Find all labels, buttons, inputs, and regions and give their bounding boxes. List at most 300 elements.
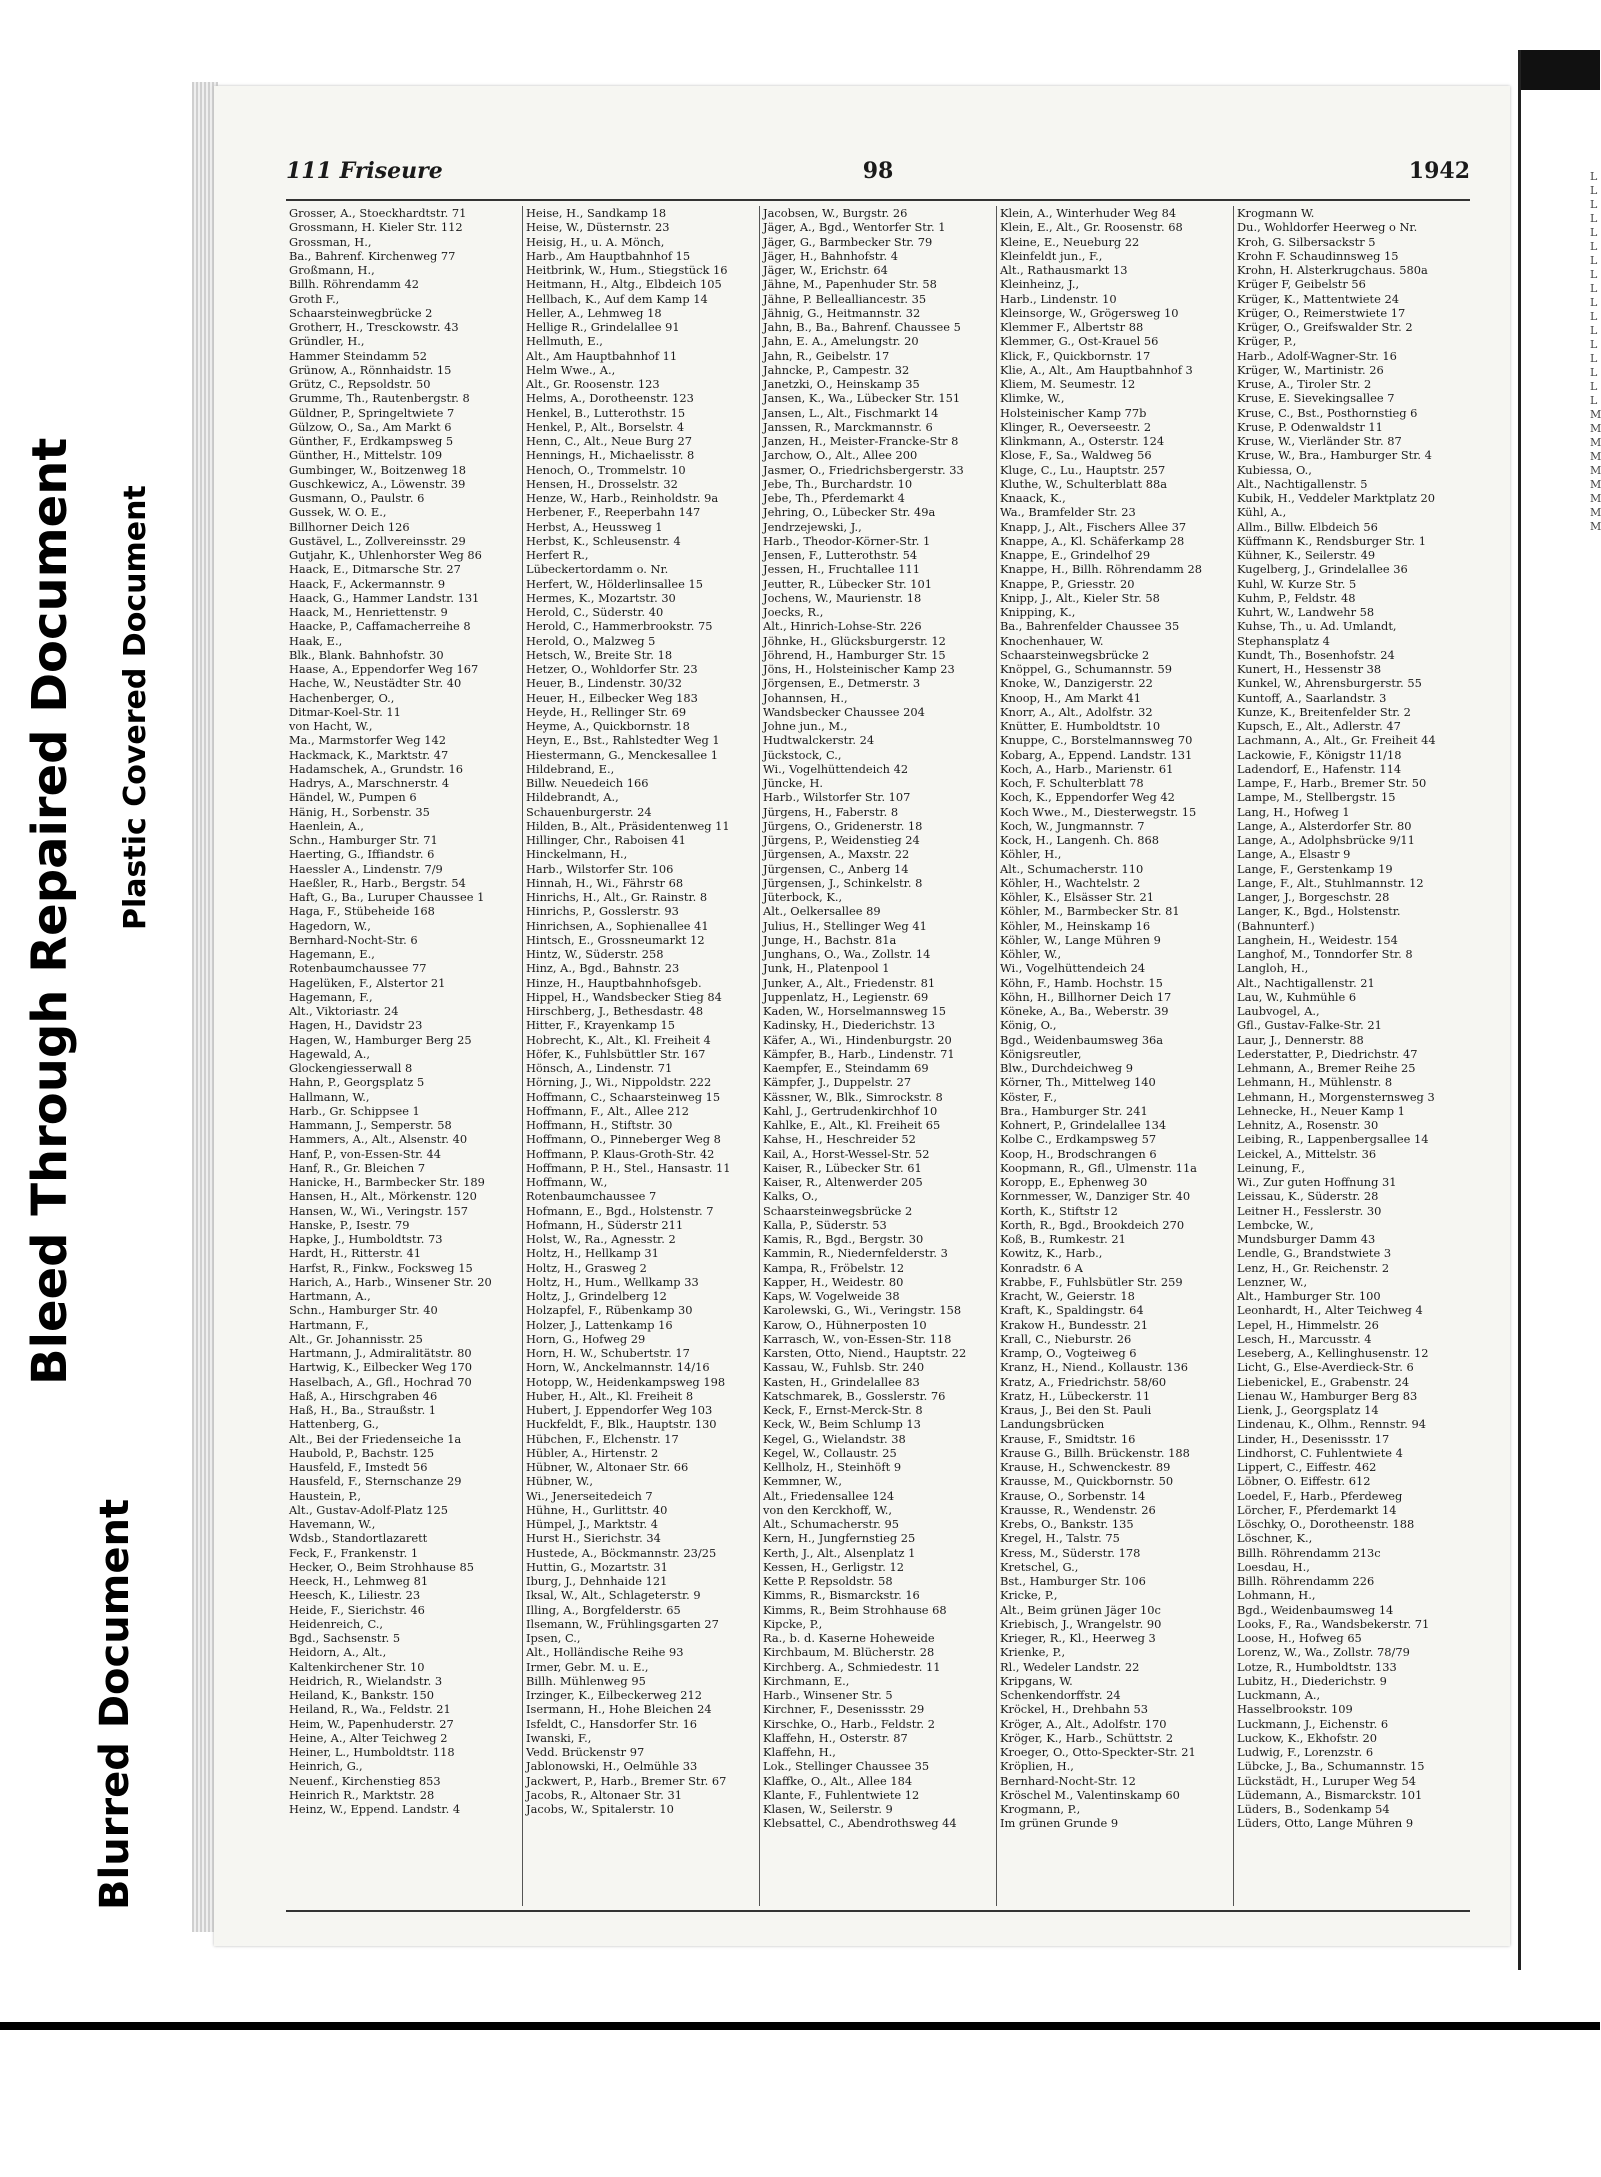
directory-entry: Hilden, B., Alt., Präsidentenweg 11 (526, 818, 730, 833)
adjacent-letter: L (1590, 170, 1598, 183)
directory-entry: Hofmann, H., Süderstr 211 (526, 1217, 684, 1232)
directory-entry: Ipsen, C., (526, 1631, 581, 1645)
directory-entry: Johannsen, H., (763, 690, 848, 705)
footer-rule (286, 1910, 1470, 1912)
directory-entry: Jeutter, R., Lübecker Str. 101 (763, 576, 932, 591)
directory-entry: Jablonowski, H., Oelmühle 33 (526, 1759, 698, 1774)
directory-entry: Alt., Oelkersallee 89 (763, 904, 881, 919)
directory-entry: Hensen, H., Drosselstr. 32 (526, 476, 678, 491)
directory-entry: Kretschel, G., (1000, 1559, 1079, 1574)
directory-entry: Hübchen, F., Elchenstr. 17 (526, 1431, 679, 1446)
directory-entry: Lehmann, A., Bremer Reihe 25 (1237, 1061, 1416, 1075)
directory-entry: Hitter, F., Krayenkamp 15 (526, 1018, 676, 1033)
directory-entry: Hadrys, A., Marschnerstr. 4 (289, 776, 450, 790)
directory-entry: Blk., Blank. Bahnhofstr. 30 (289, 647, 444, 662)
directory-entry: Mundsburger Damm 43 (1237, 1232, 1376, 1246)
directory-entry: Ludwig, F., Lorenzstr. 6 (1237, 1745, 1374, 1759)
directory-entry: Hobrecht, K., Alt., Kl. Freiheit 4 (526, 1032, 711, 1047)
top-margin (0, 0, 1600, 52)
directory-entry: Jähne, P. Bellealliancestr. 35 (763, 291, 927, 306)
directory-entry: Herbener, F., Reeperbahn 147 (526, 505, 701, 520)
directory-entry: Holsteinischer Kamp 77b (1000, 405, 1147, 420)
directory-entry: Klaffehn, H., (763, 1745, 836, 1759)
directory-entry: Juppenlatz, H., Legienstr. 69 (763, 989, 929, 1004)
directory-entry: Heise, H., Sandkamp 18 (526, 206, 667, 220)
directory-entry: Kirchner, F., Desenissstr. 29 (763, 1702, 925, 1717)
directory-entry: Im grünen Grunde 9 (1000, 1816, 1119, 1831)
directory-entry: Jäger, W., Erichstr. 64 (763, 263, 888, 277)
directory-entry: Gfl., Gustav-Falke-Str. 21 (1237, 1018, 1382, 1033)
directory-entry: Kadinsky, H., Diederichstr. 13 (763, 1018, 935, 1033)
directory-entry: Lienk, J., Georgsplatz 14 (1237, 1403, 1379, 1417)
directory-entry: Heinrich, G., (289, 1759, 363, 1774)
directory-entry: Kühl, A., (1237, 505, 1287, 520)
directory-entry: Ilsemann, W., Frühlingsgarten 27 (526, 1616, 719, 1631)
directory-entry: Leonhardt, H., Alter Teichweg 4 (1237, 1303, 1423, 1318)
directory-entry: Jürgens, O., Gridenerstr. 18 (763, 818, 923, 833)
directory-entry: Langloh, H., (1237, 961, 1309, 976)
directory-entry: Hönsch, A., Lindenstr. 71 (526, 1061, 673, 1075)
directory-entry: Harb., Gr. Schippsee 1 (289, 1103, 420, 1118)
directory-entry: Lorenz, W., Wa., Zollstr. 78/79 (1237, 1645, 1410, 1660)
directory-entry: Krüger, K., Mattentwiete 24 (1237, 291, 1399, 306)
directory-entry: Jäger, A., Bgd., Wentorfer Str. 1 (763, 220, 946, 235)
directory-entry: Hübler, A., Hirtenstr. 2 (526, 1445, 659, 1460)
directory-entry: Kamis, R., Bgd., Bergstr. 30 (763, 1232, 924, 1246)
directory-entry: Knipp, J., Alt., Kieler Str. 58 (1000, 590, 1160, 605)
directory-entry: Kette P. Repsoldstr. 58 (763, 1574, 893, 1588)
directory-entry: Herfert, W., Hölderlinsallee 15 (526, 576, 703, 591)
directory-entry: Iwanski, F., (526, 1730, 592, 1745)
directory-entry: Jürgens, H., Faberstr. 8 (763, 804, 899, 819)
directory-entry: Stephansplatz 4 (1237, 633, 1330, 648)
directory-entry: Kruse, W., Bra., Hamburger Str. 4 (1237, 448, 1432, 463)
directory-entry: Hustede, A., Böckmannstr. 23/25 (526, 1545, 717, 1560)
directory-entry: Bst., Hamburger Str. 106 (1000, 1574, 1146, 1588)
directory-entry: Heide, F., Sierichstr. 46 (289, 1602, 425, 1617)
directory-entry: Jensen, F., Lutterothstr. 54 (763, 548, 918, 562)
directory-page (214, 86, 1510, 1946)
directory-entry: Haack, M., Henriettenstr. 9 (289, 605, 448, 619)
directory-entry: Linder, H., Desenissstr. 17 (1237, 1431, 1390, 1446)
directory-entry: Kregel, H., Talstr. 75 (1000, 1531, 1120, 1546)
directory-entry: Haerting, G., Iffiandstr. 6 (289, 847, 435, 862)
directory-entry: Hagen, W., Hamburger Berg 25 (289, 1032, 472, 1047)
directory-entry: Alt., Viktoriastr. 24 (289, 1004, 399, 1018)
directory-entry: Koch Wwe., M., Diesterwegstr. 15 (1000, 804, 1197, 819)
section-title: 111 Friseure (286, 158, 443, 184)
directory-entry: Lüdemann, A., Bismarckstr. 101 (1237, 1787, 1423, 1802)
directory-entry: Jückstock, C., (763, 747, 842, 762)
directory-entry: Kirchmann, E., (763, 1673, 850, 1688)
directory-entry: Jüncke, H. (763, 776, 824, 790)
directory-entry: Köhler, W., (1000, 947, 1062, 961)
directory-entry: Kock, H., Langenh. Ch. 868 (1000, 833, 1160, 847)
adjacent-letter: L (1590, 212, 1598, 225)
directory-entry: Hagewald, A., (289, 1046, 370, 1061)
directory-entry: Klein, E., Alt., Gr. Roosenstr. 68 (1000, 220, 1183, 235)
directory-entry: Grossmann, H. Kieler Str. 112 (289, 220, 463, 235)
directory-entry: Hinrichs, P., Gosslerstr. 93 (526, 904, 679, 919)
adjacent-letter: L (1590, 254, 1598, 267)
directory-entry: Knappe, A., Kl. Schäferkamp 28 (1000, 533, 1185, 548)
directory-entry: Schauenburgerstr. 24 (526, 804, 652, 819)
directory-entry: Keck, F., Ernst-Merck-Str. 8 (763, 1403, 923, 1417)
adjacent-letter: L (1590, 338, 1598, 351)
directory-entry: Hackmack, K., Marktstr. 47 (289, 747, 449, 762)
directory-entry: Knöppel, G., Schumannstr. 59 (1000, 662, 1172, 676)
page-number: 98 (862, 158, 894, 184)
directory-entry: Gustävel, L., Zollvereinsstr. 29 (289, 533, 466, 548)
directory-entry: Höfer, K., Fuhlsbüttler Str. 167 (526, 1046, 706, 1061)
directory-entry: Köster, F., (1000, 1089, 1058, 1104)
directory-entry: Hoffmann, W., (526, 1175, 608, 1189)
directory-entry: Schn., Hamburger Str. 40 (289, 1303, 438, 1318)
directory-entry: Haenlein, A., (289, 818, 364, 833)
directory-entry: Köhler, H., (1000, 847, 1062, 862)
directory-entry: Hartwig, K., Eilbecker Weg 170 (289, 1360, 472, 1375)
directory-entry: Langer, J., Borgeschstr. 28 (1237, 890, 1390, 904)
directory-entry: Haack, E., Ditmarsche Str. 27 (289, 562, 461, 577)
directory-entry: Krall, C., Nieburstr. 26 (1000, 1331, 1132, 1346)
directory-entry: Leitner H., Fesslerstr. 30 (1237, 1203, 1382, 1218)
directory-entry: Klaffke, O., Alt., Allee 184 (763, 1773, 913, 1788)
directory-entry: Henoch, O., Trommelstr. 10 (526, 462, 686, 477)
directory-entry: Jähne, M., Papenhuder Str. 58 (763, 277, 937, 292)
directory-entry: Kruse, A., Tiroler Str. 2 (1237, 377, 1372, 391)
directory-entry: Krohn, H. Alsterkrugchaus. 580a (1237, 263, 1428, 277)
directory-entry: Janetzki, O., Heinskamp 35 (763, 377, 920, 391)
directory-entry: Wdsb., Standortlazarett (289, 1531, 428, 1546)
directory-entry: Krausse, R., Wendenstr. 26 (1000, 1502, 1156, 1517)
directory-entry: Lange, F., Gerstenkamp 19 (1237, 861, 1393, 876)
directory-entry: Jürgensen, A., Maxstr. 22 (763, 847, 910, 862)
directory-entry: Alt., Gr. Johannisstr. 25 (289, 1331, 423, 1346)
directory-entry: Heyn, E., Bst., Rahlstedter Weg 1 (526, 733, 720, 748)
directory-entry: Ladendorf, E., Hafenstr. 114 (1237, 761, 1402, 776)
directory-entry: Hanske, P., Isestr. 79 (289, 1217, 410, 1232)
directory-entry: Herold, O., Malzweg 5 (526, 633, 656, 648)
directory-column (760, 206, 997, 1906)
directory-entry: Lang, H., Hofweg 1 (1237, 804, 1350, 819)
directory-entry: Kuhl, W. Kurze Str. 5 (1237, 576, 1357, 591)
directory-entry: Klick, F., Quickbornstr. 17 (1000, 348, 1151, 363)
directory-entry: Knapp, J., Alt., Fischers Allee 37 (1000, 519, 1187, 534)
directory-entry: Liebenickel, E., Grabenstr. 24 (1237, 1374, 1410, 1389)
directory-entry: Klemmer F., Albertstr 88 (1000, 320, 1144, 334)
directory-entry: Korth, R., Bgd., Brookdeich 270 (1000, 1217, 1185, 1232)
directory-entry: Junker, A., Alt., Friedenstr. 81 (763, 975, 936, 990)
directory-entry: Lenz, H., Gr. Reichenstr. 2 (1237, 1260, 1390, 1275)
directory-entry: Krakow H., Bundesstr. 21 (1000, 1317, 1148, 1332)
directory-entry: Horn, G., Hofweg 29 (526, 1331, 646, 1346)
directory-column (1234, 206, 1470, 1906)
directory-entry: Hasselbrookstr. 109 (1237, 1702, 1353, 1717)
directory-entry: Lange, A., Elsastr 9 (1237, 847, 1351, 862)
directory-entry: Kraft, K., Spaldingstr. 64 (1000, 1303, 1144, 1318)
directory-entry: Junge, H., Bachstr. 81a (763, 932, 897, 947)
directory-columns (286, 206, 1470, 1906)
directory-entry: Kässner, W., Blk., Simrockstr. 8 (763, 1089, 943, 1104)
directory-entry: Kröplien, H., (1000, 1759, 1074, 1774)
directory-entry: Kohnert, P., Grindelallee 134 (1000, 1118, 1167, 1132)
directory-entry: Wi., Vogelhüttendeich 24 (1000, 961, 1146, 976)
directory-entry: Koopmann, R., Gfl., Ulmenstr. 11a (1000, 1160, 1197, 1175)
directory-entry: Schaarsteinwegsbrücke 2 (763, 1203, 913, 1218)
adjacent-letter: L (1590, 352, 1598, 365)
directory-entry: Krüger, O., Greifswalder Str. 2 (1237, 320, 1413, 334)
directory-entry: Hoffmann, P. H., Stel., Hansastr. 11 (526, 1160, 731, 1175)
adjacent-letter: L (1590, 198, 1598, 211)
directory-entry: Harb., Wilstorfer Str. 106 (526, 861, 674, 876)
directory-entry: Kuhrt, W., Landwehr 58 (1237, 605, 1375, 619)
directory-entry: Wi., Vogelhüttendeich 42 (763, 761, 909, 776)
directory-entry: Hoffmann, H., Stiftstr. 30 (526, 1118, 673, 1132)
directory-entry: von Hacht, W., (289, 719, 373, 733)
directory-entry: Gründler, H., (289, 334, 365, 349)
directory-entry: Jahn, E. A., Amelungstr. 20 (763, 334, 919, 349)
directory-entry: Hallmann, W., (289, 1089, 370, 1104)
directory-entry: Kratz, H., Lübeckerstr. 11 (1000, 1388, 1151, 1403)
directory-entry: Hetsch, W., Breite Str. 18 (526, 647, 673, 662)
directory-entry: Keck, W., Beim Schlump 13 (763, 1417, 921, 1432)
dark-tab (1518, 50, 1600, 90)
directory-entry: Knoop, H., Am Markt 41 (1000, 690, 1142, 705)
directory-entry: Krogmann W. (1237, 206, 1315, 220)
directory-entry: Heuer, H., Eilbecker Weg 183 (526, 690, 698, 705)
directory-entry: Hümpel, J., Marktstr. 4 (526, 1517, 659, 1531)
directory-entry: Luckmann, A., (1237, 1688, 1321, 1702)
directory-entry: Kleinfeldt jun., F., (1000, 248, 1103, 263)
directory-entry: Holtz, J., Grindelberg 12 (526, 1289, 667, 1303)
directory-entry: Kriebisch, J., Wrangelstr. 90 (1000, 1616, 1162, 1631)
directory-entry: Wi., Zur guten Hoffnung 31 (1237, 1175, 1397, 1189)
directory-entry: Kleine, E., Neueburg 22 (1000, 234, 1140, 249)
directory-entry: Kröger, A., Alt., Adolfstr. 170 (1000, 1716, 1167, 1731)
directory-entry: Ba., Bahrenfelder Chaussee 35 (1000, 619, 1180, 634)
directory-entry: Kaiser, R., Lübecker Str. 61 (763, 1160, 922, 1175)
directory-entry: Hübner, W., (526, 1474, 594, 1489)
directory-entry: Grotherr, H., Tresckowstr. 43 (289, 320, 459, 334)
directory-entry: Herbst, A., Heussweg 1 (526, 519, 663, 534)
adjacent-letter: M (1590, 450, 1601, 463)
page-gutter (1518, 50, 1521, 1970)
directory-entry: Hanf, R., Gr. Bleichen 7 (289, 1160, 426, 1175)
directory-entry: Hahn, P., Georgsplatz 5 (289, 1075, 425, 1090)
directory-entry: Heidrich, R., Wielandstr. 3 (289, 1673, 443, 1688)
directory-entry: Krüger, O., Reimerstwiete 17 (1237, 305, 1406, 320)
directory-entry: Lindenau, K., Olhm., Rennstr. 94 (1237, 1417, 1426, 1432)
directory-entry: Grossman, H., (289, 234, 372, 249)
directory-entry: Alt., Schumacherstr. 95 (763, 1517, 900, 1531)
directory-entry: Alt., Friedensallee 124 (763, 1488, 895, 1503)
directory-entry: Leissau, K., Süderstr. 28 (1237, 1189, 1379, 1204)
directory-entry: Klimke, W., (1000, 391, 1065, 406)
directory-entry: Krebs, O., Bankstr. 135 (1000, 1517, 1134, 1531)
directory-entry: Lampe, M., Stellbergstr. 15 (1237, 790, 1396, 805)
directory-entry: Kruse, E. Sievekingsallee 7 (1237, 391, 1395, 406)
adjacent-letter: M (1590, 506, 1601, 519)
directory-entry: Kaps, W. Vogelweide 38 (763, 1289, 900, 1303)
directory-entry: Hiestermann, G., Menckesallee 1 (526, 747, 719, 762)
directory-entry: Jarchow, O., Alt., Allee 200 (763, 448, 918, 463)
directory-entry: Junghans, O., Wa., Zollstr. 14 (763, 947, 931, 961)
directory-entry: Lachmann, A., Alt., Gr. Freiheit 44 (1237, 733, 1436, 748)
directory-entry: Klinger, R., Oeverseestr. 2 (1000, 419, 1152, 434)
directory-entry: Billh. Röhrendamm 226 (1237, 1574, 1375, 1588)
directory-entry: Lienau W., Hamburger Berg 83 (1237, 1388, 1418, 1403)
directory-entry: Jochens, W., Maurienstr. 18 (763, 590, 922, 605)
directory-entry: Billh. Röhrendamm 42 (289, 277, 419, 292)
directory-entry: Jansen, L., Alt., Fischmarkt 14 (763, 405, 939, 420)
directory-entry: Lederstatter, P., Diedrichstr. 47 (1237, 1046, 1418, 1061)
directory-entry: Lörcher, F., Pferdemarkt 14 (1237, 1502, 1397, 1517)
directory-entry: Hartmann, A., (289, 1289, 371, 1303)
directory-entry: Kluge, C., Lu., Hauptstr. 257 (1000, 462, 1166, 477)
directory-entry: Kruse, P. Odenwaldstr 11 (1237, 419, 1383, 434)
directory-entry: Jürgensen, J., Schinkelstr. 8 (763, 875, 923, 890)
directory-entry: Jahncke, P., Campestr. 32 (763, 362, 910, 377)
directory-entry: Jäger, G., Barmbecker Str. 79 (763, 234, 933, 249)
directory-entry: Schaarsteinwegsbrücke 2 (1000, 647, 1150, 662)
directory-entry: Jörgensen, E., Detmerstr. 3 (763, 676, 921, 691)
directory-entry: Harb., Adolf-Wagner-Str. 16 (1237, 348, 1397, 363)
directory-entry: Gutjahr, K., Uhlenhorster Weg 86 (289, 548, 482, 562)
directory-entry: Königsreutler, (1000, 1046, 1082, 1061)
directory-entry: Kunert, H., Hessenstr 38 (1237, 662, 1382, 676)
directory-entry: Hartmann, F., (289, 1317, 369, 1332)
directory-entry: Lange, A., Alsterdorfer Str. 80 (1237, 818, 1412, 833)
directory-entry: Heyme, A., Quickbornstr. 18 (526, 719, 690, 733)
directory-entry: Alt., Beim grünen Jäger 10c (1000, 1602, 1161, 1617)
directory-entry: Lackowie, F., Königstr 11/18 (1237, 747, 1402, 762)
directory-entry: Licht, G., Else-Averdieck-Str. 6 (1237, 1360, 1414, 1375)
directory-entry: Wandsbecker Chaussee 204 (763, 704, 925, 719)
directory-entry: Kellholz, H., Steinhöft 9 (763, 1460, 902, 1474)
directory-entry: Haga, F., Stübeheide 168 (289, 904, 435, 919)
directory-entry: Loesdau, H., (1237, 1559, 1310, 1574)
directory-entry: Alt., Nachtigallenstr. 21 (1237, 975, 1375, 990)
directory-entry: Koch, W., Jungmannstr. 7 (1000, 818, 1145, 833)
directory-entry: Kegel, G., Wielandstr. 38 (763, 1431, 906, 1446)
directory-entry: Kranz, H., Niend., Kollaustr. 136 (1000, 1360, 1189, 1375)
directory-entry: Kessen, H., Gerligstr. 12 (763, 1559, 904, 1574)
directory-entry: Haacke, P., Caffamacherreihe 8 (289, 619, 471, 634)
directory-entry: Hinrichsen, A., Sophienallee 41 (526, 918, 709, 933)
directory-entry: Krüger F, Geibelstr 56 (1237, 277, 1366, 292)
directory-entry: Kowitz, K., Harb., (1000, 1246, 1103, 1261)
directory-entry: Haak, E., (289, 633, 343, 648)
directory-entry: Krogmann, P., (1000, 1802, 1081, 1816)
directory-entry: Herfert R., (526, 548, 589, 562)
directory-entry: Billh. Röhrendamm 213c (1237, 1545, 1381, 1560)
directory-entry: Isermann, H., Hohe Bleichen 24 (526, 1702, 712, 1717)
directory-entry: Hansen, H., Alt., Mörkenstr. 120 (289, 1189, 477, 1204)
directory-entry: Groth F., (289, 291, 340, 306)
directory-entry: Kämpfer, J., Duppelstr. 27 (763, 1075, 912, 1090)
directory-entry: Koropp, E., Ephenweg 30 (1000, 1175, 1148, 1189)
directory-entry: Karsten, Otto, Niend., Hauptstr. 22 (763, 1346, 967, 1360)
directory-entry: Großmann, H., (289, 263, 375, 277)
directory-entry: Holtz, H., Hellkamp 31 (526, 1246, 659, 1261)
directory-entry: Kunkel, W., Ahrensburgerstr. 55 (1237, 676, 1422, 691)
directory-entry: Irzinger, K., Eilbeckerweg 212 (526, 1688, 703, 1702)
directory-entry: Krause, H., Schwenckestr. 89 (1000, 1460, 1171, 1474)
directory-entry: Hurst H., Sierichstr. 34 (526, 1531, 661, 1546)
directory-entry: Allm., Billw. Elbdeich 56 (1237, 519, 1378, 534)
directory-entry: Lenzner, W., (1237, 1274, 1308, 1289)
directory-entry: Hammann, J., Semperstr. 58 (289, 1118, 452, 1132)
directory-entry: Klebsattel, C., Abendrothsweg 44 (763, 1816, 957, 1831)
directory-entry: Hellbach, K., Auf dem Kamp 14 (526, 291, 708, 306)
directory-entry: Harb., Lindenstr. 10 (1000, 291, 1117, 306)
directory-entry: Kundt, Th., Bosenhofstr. 24 (1237, 647, 1395, 662)
adjacent-page-text (1590, 170, 1601, 534)
directory-entry: Kerth, J., Alt., Alsenplatz 1 (763, 1545, 916, 1560)
directory-entry: Kricke, P., (1000, 1588, 1058, 1603)
directory-entry: Kirchberg. A., Schmiedestr. 11 (763, 1659, 941, 1674)
directory-entry: Kirschke, O., Harb., Feldstr. 2 (763, 1716, 935, 1731)
directory-entry: Hanf, P., von-Essen-Str. 44 (289, 1146, 442, 1161)
directory-entry: Horn, H. W., Schubertstr. 17 (526, 1346, 690, 1360)
directory-entry: Kröschel M., Valentinskamp 60 (1000, 1787, 1180, 1802)
directory-entry: Heiner, L., Humboldtstr. 118 (289, 1745, 455, 1759)
directory-entry: Kimms, R., Bismarckstr. 16 (763, 1588, 920, 1603)
directory-entry: Jendrzejewski, J., (763, 519, 862, 534)
directory-entry: Knipping, K., (1000, 605, 1076, 619)
directory-entry: Luckow, K., Ekhofstr. 20 (1237, 1730, 1378, 1745)
directory-entry: Henkel, P., Alt., Borselstr. 4 (526, 419, 685, 434)
directory-entry: Günther, F., Erdkampsweg 5 (289, 434, 454, 448)
directory-entry: Hoffmann, C., Schaarsteinweg 15 (526, 1089, 721, 1104)
directory-entry: Kalks, O., (763, 1189, 818, 1204)
directory-entry: Kornmesser, W., Danziger Str. 40 (1000, 1189, 1191, 1204)
adjacent-letter: L (1590, 366, 1598, 379)
directory-entry: Lehmann, H., Mühlenstr. 8 (1237, 1075, 1393, 1090)
directory-entry: Jöhnke, H., Glücksburgerstr. 12 (763, 633, 946, 648)
directory-entry: Jahn, R., Geibelstr. 17 (763, 348, 890, 363)
directory-entry: Kobarg, A., Eppend. Landstr. 131 (1000, 747, 1193, 762)
adjacent-letter: M (1590, 408, 1601, 421)
directory-entry: Rl., Wedeler Landstr. 22 (1000, 1659, 1140, 1674)
directory-entry: Hübner, W., Altonaer Str. 66 (526, 1460, 689, 1474)
directory-entry: Alt., Gr. Roosenstr. 123 (526, 377, 660, 391)
directory-entry: Heiland, K., Bankstr. 150 (289, 1688, 434, 1702)
directory-entry: Grünow, A., Rönnhaidstr. 15 (289, 362, 452, 377)
directory-entry: Heidenreich, C., (289, 1616, 384, 1631)
directory-entry: Kuhm, P., Feldstr. 48 (1237, 590, 1356, 605)
directory-entry: Köneke, A., Ba., Weberstr. 39 (1000, 1004, 1169, 1018)
directory-entry: Langer, K., Bgd., Holstenstr. (1237, 904, 1401, 919)
directory-entry: Kaiser, R., Altenwerder 205 (763, 1175, 923, 1189)
directory-entry: Löschky, O., Dorotheenstr. 188 (1237, 1517, 1415, 1531)
directory-entry: Leseberg, A., Kellinghusenstr. 12 (1237, 1346, 1429, 1360)
directory-entry: Heesch, K., Liliestr. 23 (289, 1588, 421, 1603)
directory-entry: Billw. Neuedeich 166 (526, 776, 649, 790)
directory-entry: Kern, H., Jungfernstieg 25 (763, 1531, 916, 1546)
directory-entry: Hildebrand, E., (526, 761, 615, 776)
directory-entry: Hartmann, J., Admiralitätstr. 80 (289, 1346, 472, 1360)
directory-entry: Jähnig, G., Heitmannstr. 32 (763, 305, 921, 320)
directory-entry: Kuntoff, A., Saarlandstr. 3 (1237, 690, 1387, 705)
directory-entry: Bernhard-Nocht-Str. 6 (289, 932, 418, 947)
directory-entry: Blw., Durchdeichweg 9 (1000, 1061, 1133, 1075)
directory-entry: Kubiessa, O., (1237, 462, 1312, 477)
directory-entry: Lippert, C., Eiffestr. 462 (1237, 1460, 1377, 1474)
adjacent-letter: M (1590, 520, 1601, 533)
directory-entry: Kassau, W., Fuhlsb. Str. 240 (763, 1360, 925, 1375)
directory-entry: Kress, M., Süderstr. 178 (1000, 1545, 1141, 1560)
